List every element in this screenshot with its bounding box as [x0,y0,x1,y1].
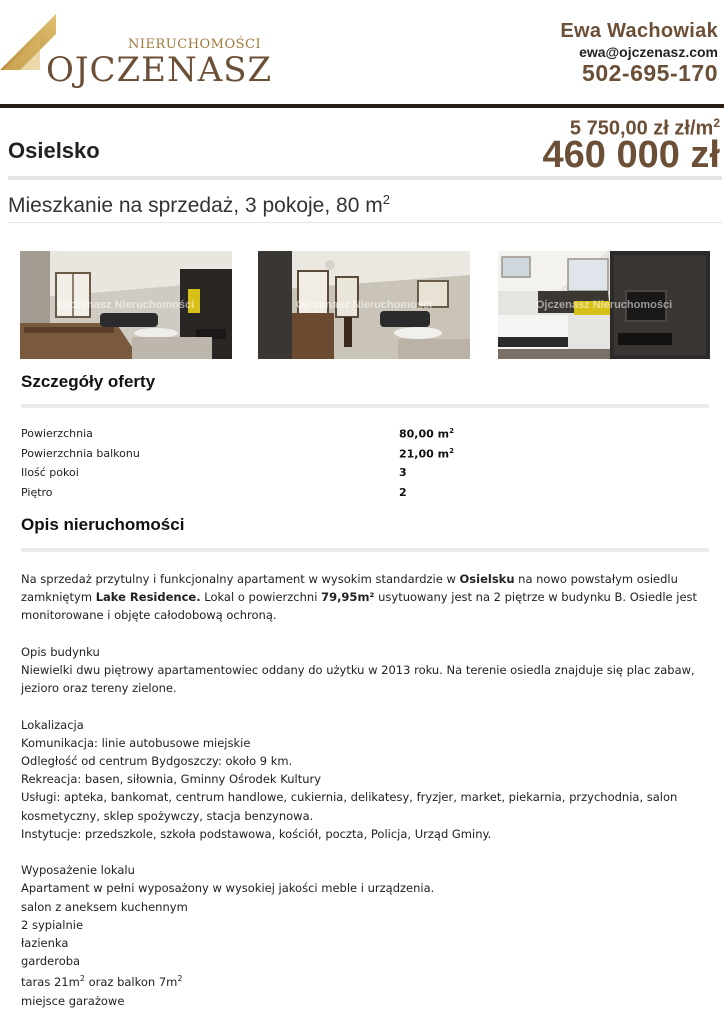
details-table [21,424,709,502]
equipment-line: łazienka [21,936,69,951]
description-body [21,570,701,1010]
garage-line: miejsce garażowe [21,993,125,1008]
header-divider [0,104,724,108]
details-row [21,463,709,483]
listing-city: Osielsko [8,138,100,163]
details-row [21,483,709,503]
details-row [21,424,709,444]
location-line: Usługi: apteka, bankomat, centrum handlowe, cukiernia, delikatesy, fryzjer, market, piekarnia, przychodnia, salon kosmetyczny, sklep spożywczy, stacja benzynowa. [21,790,678,823]
details-divider [21,404,709,408]
terrace-line: taras $21m^2$ oraz balkon $7m^2$ [21,974,183,990]
listing-price: 460 000 zł [542,134,720,176]
agent-phone-link[interactable]: 502-695-170 [582,60,718,86]
agent-contact [560,20,718,87]
equipment-line: garderoba [21,954,81,969]
details-label: Powierzchnia balkonu [21,446,140,460]
equipment-line: 2 sypialnie [21,917,84,932]
photo-watermark: Ojczenasz Nieruchomości [295,299,433,311]
page-header [0,0,724,110]
location-line: Rekreacja: basen, siłownia, Gminny Ośrodek Kultury [21,772,322,787]
details-label: Ilość pokoi [21,466,79,479]
equipment-line: salon z aneksem kuchennym [21,899,188,914]
logo-wordmark: OJCZENASZ [46,50,273,90]
photo-bedroom-fireplace[interactable] [498,251,710,359]
description-divider [21,548,709,552]
details-value: 2 [399,485,407,499]
details-label: Piętro [21,485,53,499]
details-value: 80,00 $m^2$ [399,427,454,441]
details-heading: Szczegóły oferty [21,372,156,391]
agent-email-link[interactable]: ewa@ojczenasz.com [579,44,718,60]
listing-subtitle: Mieszkanie na sprzedaż, 3 pokoje, 80 $m^2$ [8,192,390,217]
price-per-m2: 5 750,00 zł $zł/m^2$ [569,116,720,140]
photo-living-room[interactable] [20,251,232,359]
building-text: Niewielki dwu piętrowy apartamentowiec oddany do użytku w 2013 roku. Na terenie osiedla znajduje się plac zabaw, jezioro oraz tereny zielone. [21,663,695,696]
details-value: 3 [399,466,407,479]
building-heading: Opis budynku [21,644,100,659]
location-heading: Lokalizacja [21,717,84,732]
logo-subtitle: NIERUCHOMOŚCI [128,37,262,52]
location-line: Komunikacja: linie autobusowe miejskie [21,735,251,750]
title-divider [8,176,722,180]
photo-kitchen-lounge[interactable] [258,251,470,359]
details-row [21,444,709,464]
equipment-heading: Wyposażenie lokalu [21,863,135,878]
description-intro: Na sprzedaż przytulny i funkcjonalny apartament w wysokim standardzie w Osielsku na nowo powstałym osiedlu zamkniętym Lake Residence. Lokal o powierzchni 79,95m² usytuowany jest na 2 piętrze w budynku B. Osiedle jest monitorowane i objęte całodobową ochroną. [21,572,698,623]
details-label: Powierzchnia [21,427,93,440]
location-line: Odległość od centrum Bydgoszczy: około 9 km. [21,754,293,768]
details-value: 21,00 $m^2$ [399,446,454,461]
location-line: Instytucje: przedszkole, szkoła podstawowa, kościół, poczta, Policja, Urząd Gminy. [21,826,492,841]
agent-name: Ewa Wachowiak [560,20,718,42]
subtitle-divider [8,222,722,223]
equipment-line: Apartament w pełni wyposażony w wysokiej jakości meble i urządzenia. [21,881,435,896]
description-heading: Opis nieruchomości [21,515,185,534]
photo-watermark: Ojczenasz Nieruchomości [57,299,195,311]
photo-watermark: Ojczenasz Nieruchomości [535,299,673,311]
